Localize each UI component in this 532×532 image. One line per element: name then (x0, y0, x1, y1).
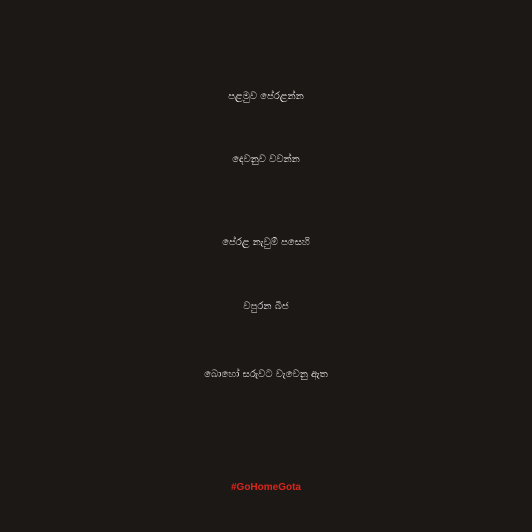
poster-line-3: පේරළ නැවුම් පසෙහි (222, 237, 310, 248)
poster-line-4: වපුරන බීජ (243, 301, 289, 312)
poster-line-2: දෙවනුව වවන්න (232, 154, 300, 165)
poster-line-1: පළමුව පේරළන්න (228, 91, 304, 102)
hashtag: #GoHomeGota (230, 482, 301, 493)
poster-line-5: බොහෝ සරුවට වැවෙනු ඇත (204, 369, 328, 380)
